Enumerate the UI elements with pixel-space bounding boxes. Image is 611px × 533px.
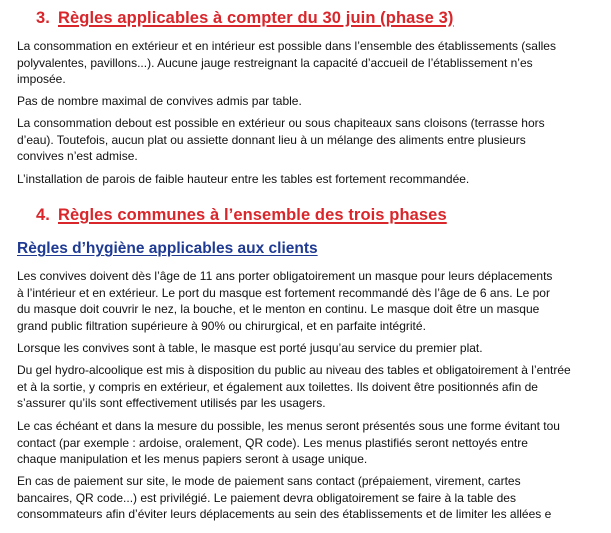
text-line: polyvalentes, pavillons...). Aucune jauge restreignant la capacité d’accueil de l’établissement n’es xyxy=(17,55,533,70)
section-3-paragraph-3 xyxy=(17,115,611,165)
text-line: Pas de nombre maximal de convives admis par table. xyxy=(17,94,302,108)
text-line: d’eau). Toutefois, aucun plat ou assiette donnant lieu à un mélange des aliments entre plusieurs xyxy=(17,132,526,147)
section-4-paragraph-4 xyxy=(17,418,611,468)
text-line: La consommation en extérieur et en intérieur est possible dans l’ensemble des établissements (salles xyxy=(17,39,556,53)
section-3-paragraph-2 xyxy=(17,93,611,110)
hygiene-rules-subheading: Règles d’hygiène applicables aux clients xyxy=(17,240,318,257)
section-4-paragraph-2 xyxy=(17,340,611,357)
section-3-number: 3. xyxy=(36,9,50,27)
text-line: convives n’est admise. xyxy=(17,149,138,163)
section-3-paragraph-1 xyxy=(17,38,611,88)
text-line: s’assurer qu’ils sont effectivement utilisés par les usagers. xyxy=(17,396,326,410)
text-line: imposée. xyxy=(17,72,66,86)
text-line: à l’intérieur et en extérieur. Le port du masque est fortement recommandé dès l’âge de 6 ans. Le por xyxy=(17,285,550,300)
section-3-paragraph-4 xyxy=(17,171,611,188)
text-line: du masque doit couvrir le nez, la bouche, et le menton en continu. Le masque doit être un masque xyxy=(17,302,540,316)
text-line: L’installation de parois de faible hauteur entre les tables est fortement recommandée. xyxy=(17,172,470,186)
section-3-heading xyxy=(36,9,454,28)
text-line: et à la sortie, y compris en extérieur, et également aux toilettes. Ils doivent être positionnés afin de xyxy=(17,379,538,394)
text-line: Le cas échéant et dans la mesure du possible, les menus seront présentés sous une forme évitant tou xyxy=(17,419,560,433)
text-line: consommateurs afin d’éviter leurs déplacements au sein des établissements et de limiter les allées e xyxy=(17,507,552,521)
text-line: Les convives doivent dès l’âge de 11 ans porter obligatoirement un masque pour leurs déplacements xyxy=(17,269,553,283)
text-line: En cas de paiement sur site, le mode de paiement sans contact (prépaiement, virement, cartes xyxy=(17,474,521,488)
section-4-paragraph-5 xyxy=(17,473,611,523)
text-line: grand public filtration supérieure à 90% ou chirurgical, et en parfaite intégrité. xyxy=(17,318,426,333)
text-line: bancaires, QR code...) est privilégié. Le paiement devra obligatoirement se faire à la table des xyxy=(17,490,516,505)
section-4-heading xyxy=(36,206,447,225)
section-4-number: 4. xyxy=(36,206,50,224)
text-line: Lorsque les convives sont à table, le masque est porté jusqu’au service du premier plat. xyxy=(17,341,483,355)
text-line: chaque manipulation et les menus papiers seront à usage unique. xyxy=(17,452,368,466)
section-3-title: Règles applicables à compter du 30 juin (phase 3) xyxy=(58,9,454,27)
text-line: La consommation debout est possible en extérieur ou sous chapiteaux sans cloisons (terrasse hors xyxy=(17,116,545,130)
section-4-paragraph-3 xyxy=(17,362,611,412)
section-4-title: Règles communes à l’ensemble des trois phases xyxy=(58,206,447,224)
text-line: contact (par exemple : ardoise, oralement, QR code). Les menus plastifiés seront nettoyés entre xyxy=(17,435,528,450)
section-4-paragraph-1 xyxy=(17,268,611,334)
text-line: Du gel hydro-alcoolique est mis à disposition du public au niveau des tables et obligatoirement à l’entrée xyxy=(17,363,571,377)
